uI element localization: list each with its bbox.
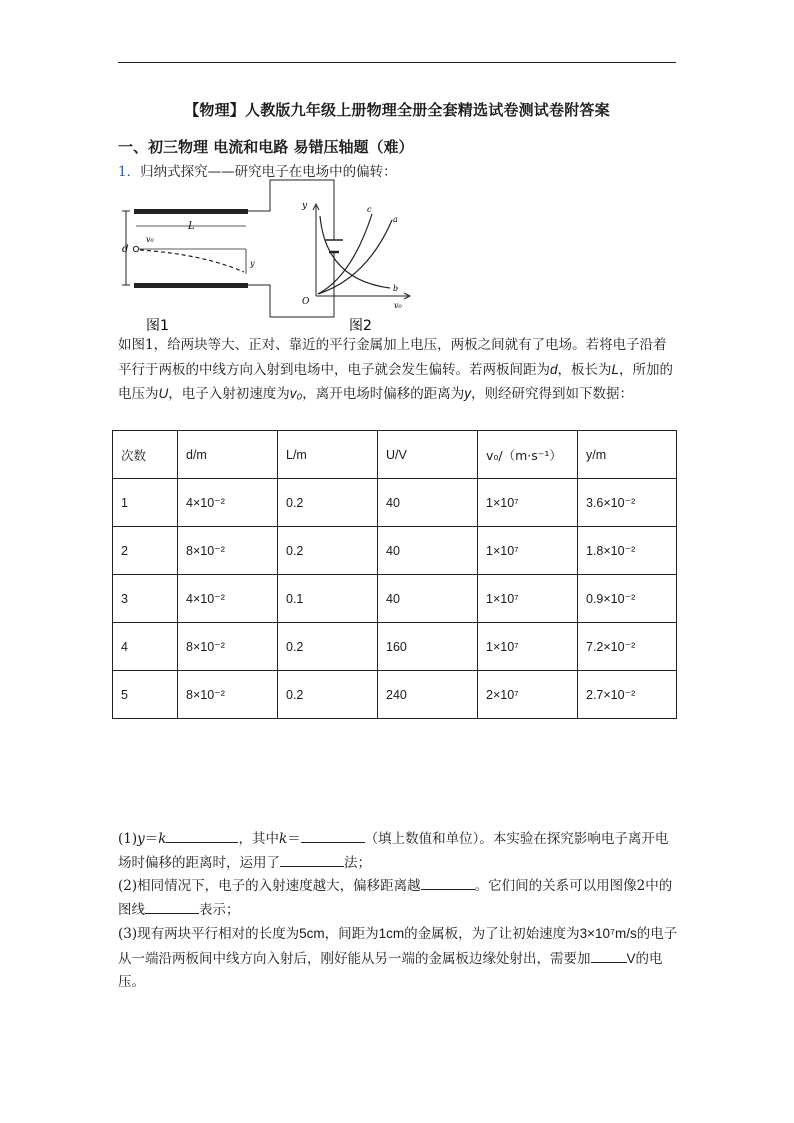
q2-text-b: 。它们间的关系可以用图像2中的图线 [118, 878, 673, 918]
table-header: U/V [378, 431, 478, 479]
question-1-intro [118, 160, 397, 180]
table-row [113, 671, 677, 719]
desc-text-3: ，所加的电压为 [118, 361, 674, 402]
answer-blank[interactable] [591, 948, 627, 963]
q3-length: 5cm [299, 926, 325, 941]
desc-var-u: U [158, 386, 169, 401]
desc-var-d: d [550, 361, 558, 377]
deflection-path [140, 250, 244, 272]
q3-text-c: 的金属板，为了让初始速度为 [404, 926, 580, 942]
header-rule [118, 62, 676, 63]
figure-2-graph [301, 201, 410, 334]
q3-unit: V [626, 950, 636, 966]
table-cell: 4×10⁻² [178, 575, 278, 623]
table-cell: 160 [378, 623, 478, 671]
q3-gap: 1cm [378, 926, 405, 941]
d-label: d [122, 244, 129, 255]
q3-text-a: (3)现有两块平行相对的长度为 [118, 926, 300, 942]
page-title: 【物理】人教版九年级上册物理全册全套精选试卷测试卷附答案 [184, 101, 610, 119]
answer-blank[interactable] [166, 828, 238, 843]
section-heading: 一、初三物理 电流和电路 易错压轴题（难） [118, 138, 414, 156]
curve-b [320, 216, 390, 288]
table-header: d/m [178, 431, 278, 479]
table-cell: 8×10⁻² [178, 527, 278, 575]
desc-var-y: y [464, 386, 471, 401]
q1-var-y: y [137, 831, 145, 847]
table-header: 次数 [113, 431, 178, 479]
table-cell: 2×10⁷ [478, 671, 578, 719]
table-cell: 1×10⁷ [478, 479, 578, 527]
q1-equals: ＝ [144, 831, 159, 847]
desc-text-6: ，则经研究得到如下数据： [470, 386, 633, 402]
table-cell: 40 [378, 575, 478, 623]
table-cell: 2 [113, 527, 178, 575]
question-number: 1． [118, 164, 141, 180]
wire-top [248, 180, 334, 240]
answer-blank[interactable] [280, 852, 344, 867]
figure-1-caption: 图1 [146, 318, 169, 334]
answer-blank[interactable] [301, 828, 365, 843]
answer-blank[interactable] [145, 899, 199, 914]
table-cell: 7.2×10⁻² [578, 623, 677, 671]
q2-text-c: 表示； [199, 901, 240, 918]
table-cell: 3.6×10⁻² [578, 479, 677, 527]
top-plate [134, 209, 248, 214]
problem-description [118, 334, 678, 407]
figure-2-caption: 图2 [349, 318, 372, 334]
table-cell: 0.2 [278, 671, 378, 719]
sub-question-1 [118, 828, 678, 875]
table-cell: 5 [113, 671, 178, 719]
l-label: L [188, 221, 195, 232]
figure-1-plates-diagram [122, 180, 343, 334]
data-table [112, 430, 677, 719]
q1-text-d: （填上数值和单位）。本实验在探究影响电子离开电场时偏移的距离时，运用了 [118, 831, 669, 871]
table-cell: 40 [378, 479, 478, 527]
table-cell: 0.2 [278, 623, 378, 671]
graph-origin-label: O [302, 297, 310, 307]
table-header: y/m [578, 431, 677, 479]
q1-number: (1) [118, 831, 138, 847]
q2-text-a: (2)相同情况下，电子的入射速度越大，偏移距离越 [118, 878, 421, 894]
table-cell: 0.2 [278, 527, 378, 575]
table-cell: 8×10⁻² [178, 671, 278, 719]
table-cell: 0.9×10⁻² [578, 575, 677, 623]
sub-questions [118, 828, 678, 995]
table-cell: 4 [113, 623, 178, 671]
table-row [113, 575, 677, 623]
q3-text-e: 的电压。 [118, 950, 663, 990]
curve-b-label: b [393, 284, 399, 293]
table-cell: 0.1 [278, 575, 378, 623]
y-label: y [250, 259, 255, 268]
table-cell: 1×10⁷ [478, 623, 578, 671]
q1-text-e: 法； [344, 854, 371, 871]
desc-text-2: ，板长为 [557, 361, 612, 378]
q1-var-k: k [158, 831, 167, 847]
desc-var-v0: v₀ [289, 386, 303, 401]
q3-text-d: 的电子从一端沿两板间中线方向入射后，刚好能从另一端的金属板边缘处射出，需要加 [118, 926, 678, 967]
q3-text-b: ，间距为 [324, 926, 379, 942]
table-row [113, 527, 677, 575]
wire-bottom [248, 252, 334, 317]
desc-text-5: ，离开电场时偏移的距离为 [302, 386, 465, 402]
electron-icon [133, 246, 138, 251]
table-cell: 1×10⁷ [478, 575, 578, 623]
curve-c-label: c [367, 205, 372, 214]
sub-question-2 [118, 875, 678, 922]
table-row [113, 479, 677, 527]
curve-a-label: a [393, 215, 398, 224]
table-cell: 40 [378, 527, 478, 575]
q3-speed: 3×10⁷m/s [579, 926, 637, 941]
table-cell: 4×10⁻² [178, 479, 278, 527]
table-cell: 2.7×10⁻² [578, 671, 677, 719]
q1-equals-2: ＝ [287, 831, 301, 847]
graph-y-label: y [302, 201, 308, 211]
table-cell: 0.2 [278, 479, 378, 527]
question-intro-text: 归纳式探究——研究电子在电场中的偏转： [140, 164, 397, 180]
table-cell: 8×10⁻² [178, 623, 278, 671]
desc-var-l: L [611, 361, 620, 377]
v0-label: v₀ [146, 235, 154, 244]
table-row [113, 623, 677, 671]
table-cell: 240 [378, 671, 478, 719]
table-cell: 1.8×10⁻² [578, 527, 677, 575]
table-cell: 1×10⁷ [478, 527, 578, 575]
table-cell: 3 [113, 575, 178, 623]
table-header: v₀/（m·s⁻¹） [478, 431, 578, 479]
table-cell: 1 [113, 479, 178, 527]
table-header: L/m [278, 431, 378, 479]
sub-question-3 [118, 922, 678, 995]
answer-blank[interactable] [421, 875, 475, 890]
desc-text-1: 如图1，给两块等大、正对、靠近的平行金属加上电压，两板之间就有了电场。若将电子沿着平行于两板的中线方向入射到电场中，电子就会发生偏转。若两板间距为 [118, 337, 667, 378]
q1-var-k2: k [278, 831, 288, 847]
graph-x-label: v₀ [394, 301, 402, 310]
bottom-plate [134, 283, 248, 288]
q1-text-b: ，其中 [238, 831, 279, 847]
desc-text-4: ，电子入射初速度为 [168, 386, 290, 402]
curve-a [318, 220, 392, 294]
table-header-row [113, 431, 677, 479]
figures [112, 178, 412, 336]
